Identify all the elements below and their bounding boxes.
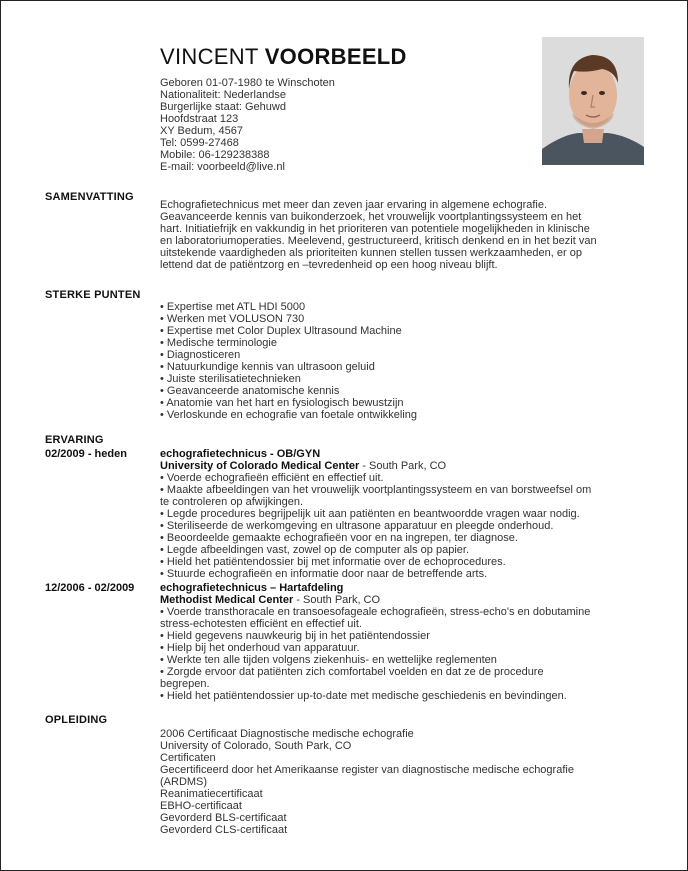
job-dates: 02/2009 - heden xyxy=(45,448,127,460)
job-line: te controleren op afwijkingen. xyxy=(160,496,304,508)
first-name: VINCENT xyxy=(160,44,259,69)
section-title-education: OPLEIDING xyxy=(45,714,108,726)
job-line: • Stuurde echografieën en informatie door naar de betreffende arts. xyxy=(160,568,488,580)
list-item: • Verloskunde en echografie van foetale ontwikkeling xyxy=(160,409,642,421)
education-line: University of Colorado, South Park, CO xyxy=(160,740,352,752)
candidate-name xyxy=(160,44,407,70)
list-item: • Juiste sterilisatietechnieken xyxy=(160,373,642,385)
contact-line: Tel: 0599-27468 xyxy=(160,137,239,149)
education-details xyxy=(160,728,642,836)
summary-line: hart. Initiatiefrijk en vakkundig in het prioriteren van potentiele mogelijkheden in klinische xyxy=(160,223,590,235)
summary-text xyxy=(160,199,642,271)
list-item: • Medische terminologie xyxy=(160,337,642,349)
contact-line: Hoofdstraat 123 xyxy=(160,113,239,125)
employer-name: Methodist Medical Center xyxy=(160,594,294,606)
job-line: • Hielp bij het onderhoud van apparatuur. xyxy=(160,642,360,654)
education-line: Gevorderd CLS-certificaat xyxy=(160,824,288,836)
job-entry xyxy=(160,582,642,702)
contact-line: Mobile: 06-129238388 xyxy=(160,149,270,161)
job-line: • Werkte ten alle tijden volgens ziekenhuis- en wettelijke reglementen xyxy=(160,654,497,666)
list-item: • Natuurkundige kennis van ultrasoon geluid xyxy=(160,361,642,373)
job-line: stress-echotesten efficiënt en effectief uit. xyxy=(160,618,362,630)
job-dates: 12/2006 - 02/2009 xyxy=(45,582,135,594)
contact-line: E-mail: voorbeeld@live.nl xyxy=(160,161,285,173)
list-item: • Geavanceerde anatomische kennis xyxy=(160,385,642,397)
list-item: • Expertise met ATL HDI 5000 xyxy=(160,301,642,313)
employer-location: - South Park, CO xyxy=(359,460,447,472)
summary-line: lettend dat de patiëntzorg en –tevredenheid op een hoog niveau blijft. xyxy=(160,259,498,271)
job-title: echografietechnicus – Hartafdeling xyxy=(160,582,344,594)
job-employer xyxy=(160,594,642,606)
list-item: • Anatomie van het hart en fysiologisch bewustzijn xyxy=(160,397,642,409)
job-employer xyxy=(160,460,642,472)
job-line: • Voerde echografieën efficiënt en effectief uit. xyxy=(160,472,384,484)
job-line: begrepen. xyxy=(160,678,210,690)
job-line: • Hield gegevens nauwkeurig bij in het patiëntendossier xyxy=(160,630,430,642)
education-line: 2006 Certificaat Diagnostische medische echografie xyxy=(160,728,414,740)
job-line: • Hield het patiëntendossier up-to-date met medische geschiedenis en bevindingen. xyxy=(160,690,567,702)
list-item: • Expertise met Color Duplex Ultrasound Machine xyxy=(160,325,642,337)
employer-location: - South Park, CO xyxy=(293,594,381,606)
section-title-strengths: STERKE PUNTEN xyxy=(45,289,141,301)
list-item: • Diagnosticeren xyxy=(160,349,642,361)
job-title: echografietechnicus - OB/GYN xyxy=(160,448,321,460)
summary-line: en laboratoriumoperaties. Meelevend, gestructureerd, kritisch denkend en in het bezit van xyxy=(160,235,597,247)
job-line: • Voerde transthoracale en transoesofageale echografieën, stress-echo's en dobutamine xyxy=(160,606,591,618)
job-line: • Legde procedures begrijpelijk uit aan patiënten en beantwoordde vragen waar nodig. xyxy=(160,508,580,520)
summary-line: Echografietechnicus met meer dan zeven jaar ervaring in algemene echografie. xyxy=(160,199,548,211)
contact-details xyxy=(160,77,335,173)
employer-name: University of Colorado Medical Center xyxy=(160,460,360,472)
portrait-illustration xyxy=(542,37,644,165)
section-title-experience: ERVARING xyxy=(45,434,104,446)
summary-line: Geavanceerde kennis van buikonderzoek, het vrouwelijk voortplantingssysteem en het xyxy=(160,211,582,223)
contact-line: Geboren 01-07-1980 te Winschoten xyxy=(160,77,335,89)
strengths-list xyxy=(160,301,642,421)
job-line: • Hield het patiëntendossier bij met informatie over de echoprocedures. xyxy=(160,556,506,568)
job-entry xyxy=(160,448,642,580)
education-line: Gecertificeerd door het Amerikaanse register van diagnostische medische echografie xyxy=(160,764,574,776)
portrait-photo xyxy=(542,37,644,165)
section-title-summary: SAMENVATTING xyxy=(45,191,134,203)
last-name: VOORBEELD xyxy=(264,44,407,69)
contact-line: Burgerlijke staat: Gehuwd xyxy=(160,101,286,113)
education-line: Certificaten xyxy=(160,752,216,764)
education-line: Gevorderd BLS-certificaat xyxy=(160,812,287,824)
job-line: • Maakte afbeeldingen van het vrouwelijk voortplantingssysteem en van borstweefsel om xyxy=(160,484,592,496)
education-line: (ARDMS) xyxy=(160,776,208,788)
education-line: Reanimatiecertificaat xyxy=(160,788,263,800)
job-line: • Steriliseerde de werkomgeving en ultrasone apparatuur en pleegde onderhoud. xyxy=(160,520,554,532)
job-line: • Beoordeelde gemaakte echografieën voor en na ingrepen, ter diagnose. xyxy=(160,532,518,544)
job-line: • Legde afbeeldingen vast, zowel op de computer als op papier. xyxy=(160,544,470,556)
summary-line: uitstekende vaardigheden als prioriteiten kunnen stellen tussen werkzaamheden, er op xyxy=(160,247,582,259)
education-line: EBHO-certificaat xyxy=(160,800,242,812)
contact-line: XY Bedum, 4567 xyxy=(160,125,243,137)
contact-line: Nationaliteit: Nederlandse xyxy=(160,89,286,101)
job-line: • Zorgde ervoor dat patiënten zich comfortabel voelden en dat ze de procedure xyxy=(160,666,544,678)
list-item: • Werken met VOLUSON 730 xyxy=(160,313,642,325)
